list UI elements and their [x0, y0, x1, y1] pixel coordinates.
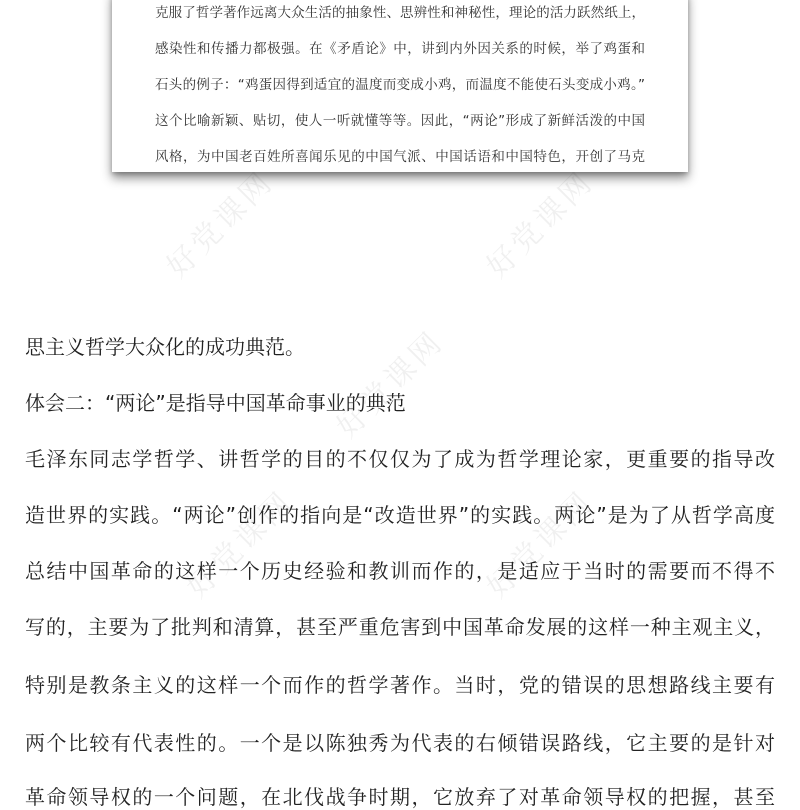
card-line: 风格，为中国老百姓所喜闻乐见的中国气派、中国话语和中国特色，开创了马克: [155, 149, 645, 165]
body-line: 造世界的实践。“两论”创作的指向是“改造世界”的实践。两论”是为了从哲学高度: [25, 503, 775, 527]
watermark: 好党课网: [480, 164, 601, 285]
paragraph-continuation: 思主义哲学大众化的成功典范。: [25, 335, 305, 359]
body-line: 总结中国革命的这样一个历史经验和教训而作的，是适应于当时的需要而不得不: [25, 559, 775, 583]
body-line: 特别是教条主义的这样一个而作的哲学著作。当时，党的错误的思想路线主要有: [25, 673, 775, 697]
body-line: 两个比较有代表性的。一个是以陈独秀为代表的右倾错误路线，它主要的是针对: [25, 731, 775, 755]
watermark: 好党课网: [160, 164, 281, 285]
watermark: 好党课网: [480, 484, 601, 605]
section-heading: 体会二：“两论”是指导中国革命事业的典范: [25, 391, 406, 415]
quote-card: [112, 0, 688, 172]
card-line: 克服了哲学著作远离大众生活的抽象性、思辨性和神秘性，理论的活力跃然纸上，: [155, 5, 645, 21]
card-line: 石头的例子：“鸡蛋因得到适宜的温度而变成小鸡，而温度不能使石头变成小鸡。”: [155, 77, 645, 93]
body-line: 写的，主要为了批判和清算，甚至严重危害到中国革命发展的这样一种主观主义，: [25, 615, 775, 639]
body-line: 革命领导权的一个问题，在北伐战争时期，它放弃了对革命领导权的把握，甚至: [25, 785, 775, 809]
body-line: 毛泽东同志学哲学、讲哲学的目的不仅仅为了成为哲学理论家，更重要的指导改: [25, 447, 775, 471]
card-line: 感染性和传播力都极强。在《矛盾论》中，讲到内外因关系的时候，举了鸡蛋和: [155, 41, 645, 57]
card-line: 这个比喻新颖、贴切，使人一听就懂等等。因此，“两论”形成了新鲜活泼的中国: [155, 113, 645, 129]
watermark: 好党课网: [180, 484, 301, 605]
watermark: 好党课网: [330, 324, 451, 445]
